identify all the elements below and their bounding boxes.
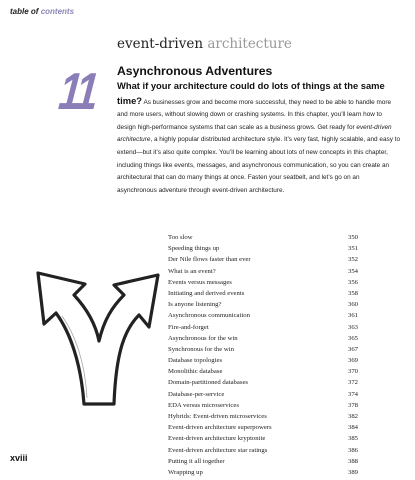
toc-entry[interactable] — [168, 389, 358, 400]
chapter-title-dark: event-driven — [117, 36, 204, 52]
toc-entry[interactable] — [168, 445, 358, 456]
chapter-subtitle: Asynchronous Adventures — [117, 64, 273, 78]
toc-entry-title: Domain-partitioned databases — [168, 379, 249, 387]
toc-entry[interactable] — [168, 310, 358, 321]
toc-entry-title: What is an event? — [168, 267, 216, 275]
toc-entry-title: Database-per-service — [168, 390, 225, 398]
intro-emphasis: event-driven architecture — [117, 123, 392, 144]
toc-entry-page: 370 — [347, 368, 358, 376]
chapter-number: 11 — [56, 63, 99, 121]
toc-entry-title: Speeding things up — [168, 245, 220, 253]
toc-entry-page: 360 — [347, 301, 358, 309]
toc-entry[interactable] — [168, 322, 358, 333]
header-label-of: of — [30, 7, 39, 16]
toc-entry-page: 361 — [347, 312, 358, 320]
forking-arrow-illustration — [30, 238, 162, 408]
toc-entry-page: 350 — [347, 234, 358, 241]
toc-entry-title: Event-driven architecture star ratings — [168, 446, 268, 454]
toc-entry-page: 354 — [347, 267, 358, 275]
toc-entry[interactable] — [168, 333, 358, 344]
toc-entry-title: Too slow — [168, 234, 193, 241]
toc-entry-page: 358 — [347, 289, 358, 297]
toc-entry-title: Is anyone listening? — [168, 301, 222, 309]
toc-entry[interactable] — [168, 467, 358, 478]
toc-entry[interactable] — [168, 411, 358, 422]
toc-entry-page: 352 — [347, 256, 358, 264]
toc-entry-page: 372 — [347, 379, 358, 387]
toc-entry-title: Database topologies — [168, 357, 223, 365]
chapter-title-grey: architecture — [207, 36, 292, 52]
toc-entry-page: 382 — [347, 413, 358, 420]
toc-entry[interactable] — [168, 355, 358, 366]
toc-entry[interactable] — [168, 266, 358, 277]
toc-entry[interactable] — [168, 277, 358, 288]
toc-entry-page: 378 — [347, 401, 358, 409]
toc-entry-page: 365 — [347, 334, 358, 342]
running-header — [10, 7, 74, 16]
toc-entry-page: 374 — [347, 390, 358, 398]
toc-entry-title: Putting it all together — [168, 457, 225, 465]
intro-text-1: As businesses grow and become more successful, they need to be able to handle more and more users, without slowing down or crashing systems. In this chapter, you’ll learn how to design high-performance systems that can scale as a business grows. Get ready for — [117, 98, 392, 131]
toc-entry[interactable] — [168, 232, 358, 243]
page-number: xviii — [10, 453, 28, 463]
toc-entry-title: Initiating and derived events — [168, 289, 245, 297]
toc-entry[interactable] — [168, 433, 358, 444]
toc-entry-title: EDA versus microservices — [168, 401, 239, 409]
toc-entry[interactable] — [168, 299, 358, 310]
toc-entry-title: Asynchronous for the win — [168, 334, 238, 342]
toc-entry-page: 351 — [347, 245, 358, 253]
toc-entry-page: 388 — [347, 457, 358, 465]
chapter-intro — [117, 80, 400, 197]
toc-entry-page: 385 — [347, 435, 358, 443]
header-label-table: table — [10, 7, 29, 16]
intro-text-2: , a highly popular distributed architecture style. It’s very fast, highly scalable, and easy to extend—but it’s also quite complex. You’ll be learning about lots of new concepts in this chapter, including things like events, messages, and asynchronous communication, so you can create an architectural that can do many things at once. Fasten your seatbelt, and let’s go on an asynchronous adventure through event-driven architecture. — [117, 136, 400, 194]
toc-entry[interactable] — [168, 366, 358, 377]
toc-entry-title: Event-driven architecture superpowers — [168, 424, 272, 432]
toc-entry-page: 389 — [347, 468, 358, 476]
toc-entry-title: Synchronous for the win — [168, 345, 234, 353]
toc-entry[interactable] — [168, 377, 358, 388]
toc-entry-page: 367 — [347, 345, 358, 353]
toc-entry[interactable] — [168, 400, 358, 411]
toc-entry-title: Event-driven architecture kryptonite — [168, 435, 266, 443]
toc-entry[interactable] — [168, 243, 358, 254]
toc-entry-page: 384 — [347, 424, 358, 432]
toc-entry-page: 356 — [347, 278, 358, 286]
toc-entry[interactable] — [168, 344, 358, 355]
toc-entry-title: Fire-and-forget — [168, 323, 209, 331]
header-label-contents: contents — [40, 7, 75, 16]
toc-entry-title: Hybrids: Event-driven microservices — [168, 413, 267, 420]
toc-entry-page: 363 — [347, 323, 358, 331]
intro-lead: What if your architecture could do lots of things at the same time? — [117, 80, 385, 106]
toc-entry-page: 369 — [347, 357, 358, 365]
toc-entry-page: 386 — [347, 446, 358, 454]
toc-entry[interactable] — [168, 254, 358, 265]
toc-entry-title: Wrapping up — [168, 468, 203, 476]
chapter-title — [117, 38, 292, 52]
toc-list — [168, 232, 358, 478]
toc-entry-title: Asynchronous communication — [168, 312, 250, 320]
toc-entry-title: Events versus messages — [168, 278, 232, 286]
toc-entry[interactable] — [168, 288, 358, 299]
toc-entry[interactable] — [168, 422, 358, 433]
toc-entry-title: Monolithic database — [168, 368, 223, 376]
toc-entry[interactable] — [168, 456, 358, 467]
toc-entry-title: Der Nile flows faster than ever — [168, 256, 251, 264]
